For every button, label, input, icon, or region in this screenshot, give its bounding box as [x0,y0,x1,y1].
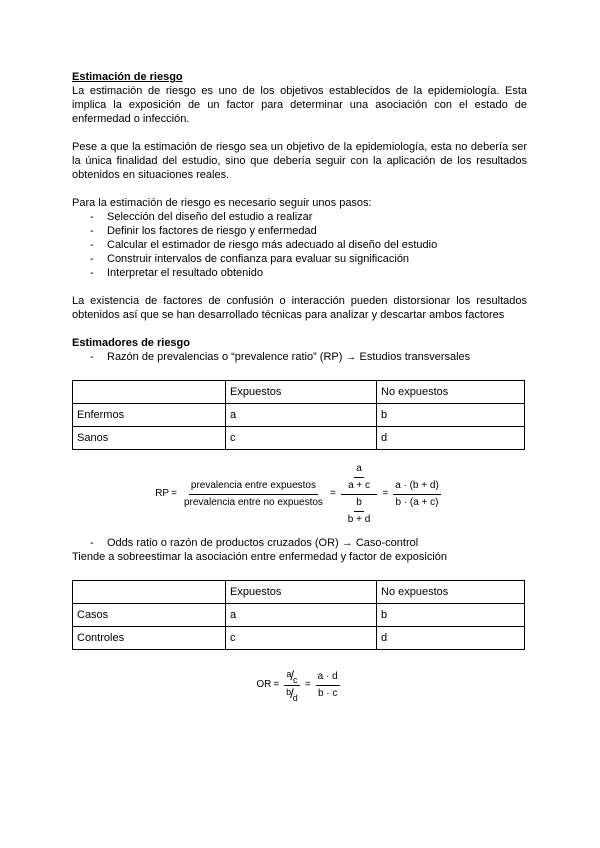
step-item: - Selección del diseño del estudio a realizar [90,210,527,224]
table-cell: Expuestos [226,581,377,604]
table-cell: a [226,604,377,627]
or-item: - Odds ratio o razón de productos cruzados (OR) → Caso-control [90,536,527,550]
section-title-estimadores: Estimadores de riesgo [72,337,190,349]
equals-sign: = [171,488,177,499]
paragraph-confusion: La existencia de factores de confusión o interacción pueden distorsionar los resultados obtenidos así que se han desarrollado técnicas para analizar y descartar ambos factores [72,295,527,321]
table-cell: d [377,627,525,650]
step-item: - Construir intervalos de confianza para evaluar su significación [90,252,527,266]
table-cell [73,381,226,404]
slash-bottom: d [292,692,298,703]
fraction-numerator: prevalencia entre expuestos [189,479,318,495]
table-cell: c [226,427,377,450]
compound-denominator [341,495,378,527]
slash-bottom: c [293,674,298,685]
compound-denominator [284,686,300,702]
table-cell: Controles [73,627,226,650]
or-fraction-compound [284,669,300,702]
rp-fraction-compound [341,462,378,527]
inner-fraction [346,496,373,527]
step-item: - Interpretar el resultado obtenido [90,266,527,280]
table-cell: c [226,627,377,650]
step-item: - Calcular el estimador de riesgo más adecuado al diseño del estudio [90,238,527,252]
fraction-denominator: b · c [317,687,338,699]
table-cell: No expuestos [377,581,525,604]
or-fraction-product [316,670,340,701]
table-cell: Enfermos [73,404,226,427]
fraction-numerator: a · (b + d) [393,479,441,495]
document-page [72,70,527,708]
table-row [73,381,525,404]
paragraph-finalidad: Pese a que la estimación de riesgo sea un objetivo de la epidemiología, esta no debería ser la única finalidad del estudio, sino que debería seguir con la aplicación de los resultados obtenidos en situaciones reales. [72,141,527,181]
table-cell: Expuestos [226,381,377,404]
table-row [73,604,525,627]
step-item: - Definir los factores de riesgo y enfermedad [90,224,527,238]
rp-item: - Razón de prevalencias o “prevalence ratio” (RP) → Estudios transversales [90,350,527,364]
table-row [73,581,525,604]
table-cell: d [377,427,525,450]
table-cell: b [377,604,525,627]
or-formula [72,662,527,708]
table-cell: b [377,404,525,427]
fraction-numerator: b [354,496,364,512]
fraction-denominator: b + d [347,513,371,525]
or-list [72,536,527,550]
slash-top: a [286,668,292,679]
inner-fraction [346,462,372,493]
fraction-numerator: a · d [316,670,340,686]
table-row [73,627,525,650]
table-prevalence [72,380,525,450]
table-cell: a [226,404,377,427]
table-row [73,404,525,427]
steps-list [72,210,527,280]
table-row [73,427,525,450]
fraction-denominator: a + c [348,479,371,491]
rp-list [72,350,527,364]
slashed-fraction [286,669,297,683]
equals-sign: = [382,488,389,499]
table-cell: Casos [73,604,226,627]
or-label: OR [256,679,272,690]
table-odds [72,580,525,650]
fraction-denominator: b · (a + c) [395,496,439,508]
slash-glyph: / [290,685,294,701]
compound-numerator [341,462,377,495]
paragraph-pasos-intro: Para la estimación de riesgo es necesario seguir unos pasos: [72,197,372,209]
or-note: Tiende a sobreestimar la asociación entre enfermedad y factor de exposición [72,551,448,563]
slash-top: b [286,686,292,697]
rp-formula [72,462,527,526]
table-cell [73,581,226,604]
paragraph-intro: La estimación de riesgo es uno de los objetivos establecidos de la epidemiología. Esta implica la exposición de un factor para determinar una asociación con el estado de enfermedad o infección. [72,85,527,125]
slashed-fraction [286,687,298,701]
rp-label: RP [155,488,170,499]
equals-sign: = [273,679,280,690]
rp-fraction-text [182,479,325,510]
rp-fraction-product [393,479,441,510]
slash-glyph: / [290,667,295,683]
table-cell: Sanos [73,427,226,450]
equals-sign: = [304,679,311,690]
fraction-numerator: a [354,462,364,478]
fraction-denominator: prevalencia entre no expuestos [183,496,323,508]
equals-sign: = [329,488,336,499]
table-cell: No expuestos [377,381,525,404]
section-title-estimacion: Estimación de riesgo [72,71,183,83]
compound-numerator [284,669,299,686]
